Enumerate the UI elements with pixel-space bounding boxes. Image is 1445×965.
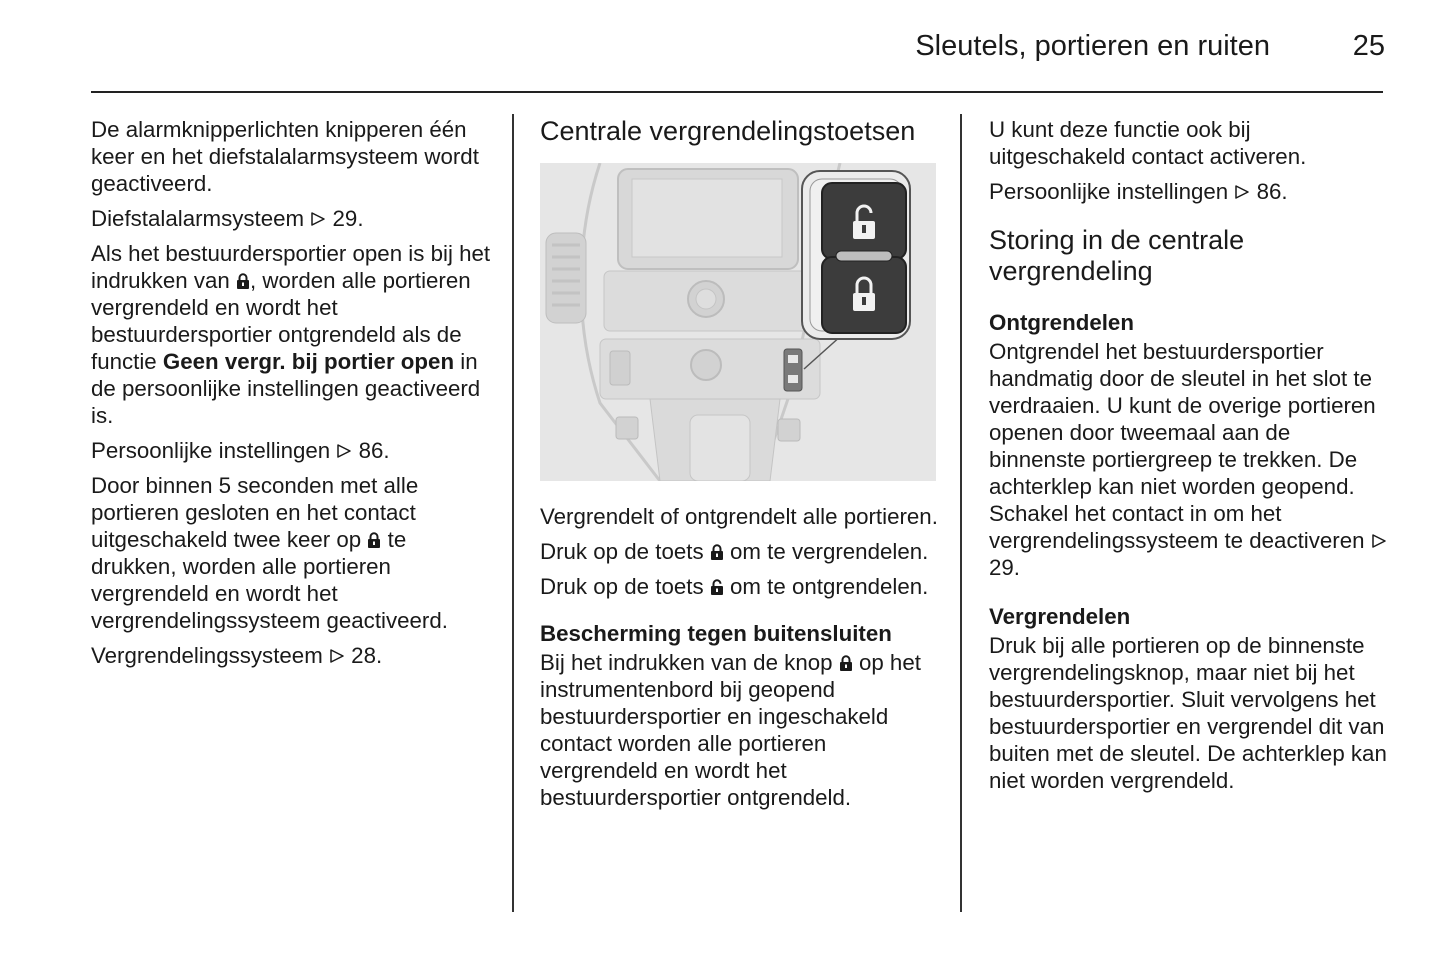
reference-arrow-icon bbox=[1234, 184, 1250, 200]
lock-closed-icon bbox=[367, 532, 381, 548]
reference-arrow-icon bbox=[310, 211, 326, 227]
section-heading: Storing in de centrale vergrendeling bbox=[989, 225, 1245, 286]
function-name: Geen vergr. bij portier open bbox=[162, 349, 455, 374]
text-run: , worden alle portieren vergrendeld en wordt het bestuurdersportier ontgrendeld als de functie bbox=[91, 268, 471, 374]
paragraph: U kunt deze functie ook bij uitgeschakeld contact activeren. bbox=[989, 117, 1307, 169]
text-run: Als het bestuurdersportier open is bij het indrukken van bbox=[91, 241, 491, 293]
paragraph bbox=[91, 240, 491, 429]
column-divider-2 bbox=[960, 114, 962, 912]
text-run: Druk op de toets bbox=[540, 539, 704, 564]
lock-closed-icon bbox=[839, 655, 853, 671]
ref-text: Persoonlijke instellingen bbox=[91, 438, 331, 463]
paragraph bbox=[540, 538, 940, 565]
reference-arrow-icon bbox=[336, 443, 352, 459]
paragraph bbox=[91, 205, 491, 232]
central-locking-illustration bbox=[540, 163, 936, 481]
paragraph bbox=[989, 338, 1389, 581]
column-left bbox=[91, 116, 491, 677]
page-header-title: Sleutels, portieren en ruiten bbox=[915, 30, 1270, 62]
paragraph: De alarmknipperlichten knipperen één keer en het diefstalalarmsysteem wordt geactiveerd. bbox=[91, 117, 479, 196]
text-run: Door binnen 5 seconden met alle portieren gesloten en het contact uitgeschakeld twee keer op bbox=[91, 473, 419, 552]
lock-open-icon bbox=[710, 579, 724, 595]
subheading: Ontgrendelen bbox=[989, 310, 1134, 335]
reference-arrow-icon bbox=[1371, 533, 1387, 549]
column-right bbox=[989, 116, 1389, 802]
lock-closed-icon bbox=[710, 544, 724, 560]
paragraph bbox=[91, 437, 491, 464]
paragraph bbox=[540, 649, 940, 811]
paragraph: Vergrendelt of ontgrendelt alle portieren. bbox=[540, 504, 938, 529]
ref-text: Persoonlijke instellingen bbox=[989, 179, 1229, 204]
paragraph bbox=[540, 573, 940, 600]
subheading: Bescherming tegen buitensluiten bbox=[540, 621, 892, 646]
ref-text: Diefstalalarmsysteem bbox=[91, 206, 305, 231]
section-heading: Centrale vergrendelingstoetsen bbox=[540, 116, 916, 146]
column-middle bbox=[540, 116, 940, 819]
ref-page[interactable]: 29. bbox=[332, 206, 364, 231]
text-run: in de persoonlijke instellingen geactiveerd is. bbox=[91, 349, 481, 428]
header-divider bbox=[91, 91, 1383, 93]
paragraph bbox=[989, 178, 1389, 205]
ref-text: Vergrendelingssysteem bbox=[91, 643, 323, 668]
text-run: Druk op de toets bbox=[540, 574, 704, 599]
paragraph: Druk bij alle portieren op de binnenste vergrendelingsknop, maar niet bij het bestuurdersportier. Sluit vervolgens het bestuurdersportier en vergrendel dit van buiten met de sleutel. De achterklep kan niet worden vergrendeld. bbox=[989, 633, 1387, 793]
ref-page[interactable]: 29. bbox=[989, 555, 1020, 580]
page-number: 25 bbox=[1352, 30, 1385, 62]
text-run: te drukken, worden alle portieren vergrendeld en wordt het vergrendelingssysteem geactiveerd. bbox=[91, 527, 448, 633]
paragraph bbox=[91, 472, 491, 634]
ref-page[interactable]: 86. bbox=[1256, 179, 1288, 204]
column-divider-1 bbox=[512, 114, 514, 912]
text-run: op het instrumentenbord bij geopend bestuurdersportier en ingeschakeld contact worden alle portieren vergrendeld en wordt het bestuurdersportier ontgrendeld. bbox=[540, 650, 921, 810]
text-run: om te vergrendelen. bbox=[730, 539, 929, 564]
lock-closed-icon bbox=[236, 273, 250, 289]
paragraph bbox=[91, 642, 491, 669]
subheading: Vergrendelen bbox=[989, 604, 1131, 629]
text-run: Bij het indrukken van de knop bbox=[540, 650, 833, 675]
text-run: Ontgrendel het bestuurdersportier handmatig door de sleutel in het slot te verdraaien. U kunt de overige portieren openen door tweemaal aan de binnenste portiergreep te trekken. De achterklep kan niet worden geopend. Schakel het contact in om het vergrendelingssysteem te deactiveren bbox=[989, 339, 1376, 553]
ref-page[interactable]: 86. bbox=[358, 438, 390, 463]
text-run: om te ontgrendelen. bbox=[730, 574, 929, 599]
reference-arrow-icon bbox=[329, 648, 345, 664]
ref-page[interactable]: 28. bbox=[351, 643, 383, 668]
